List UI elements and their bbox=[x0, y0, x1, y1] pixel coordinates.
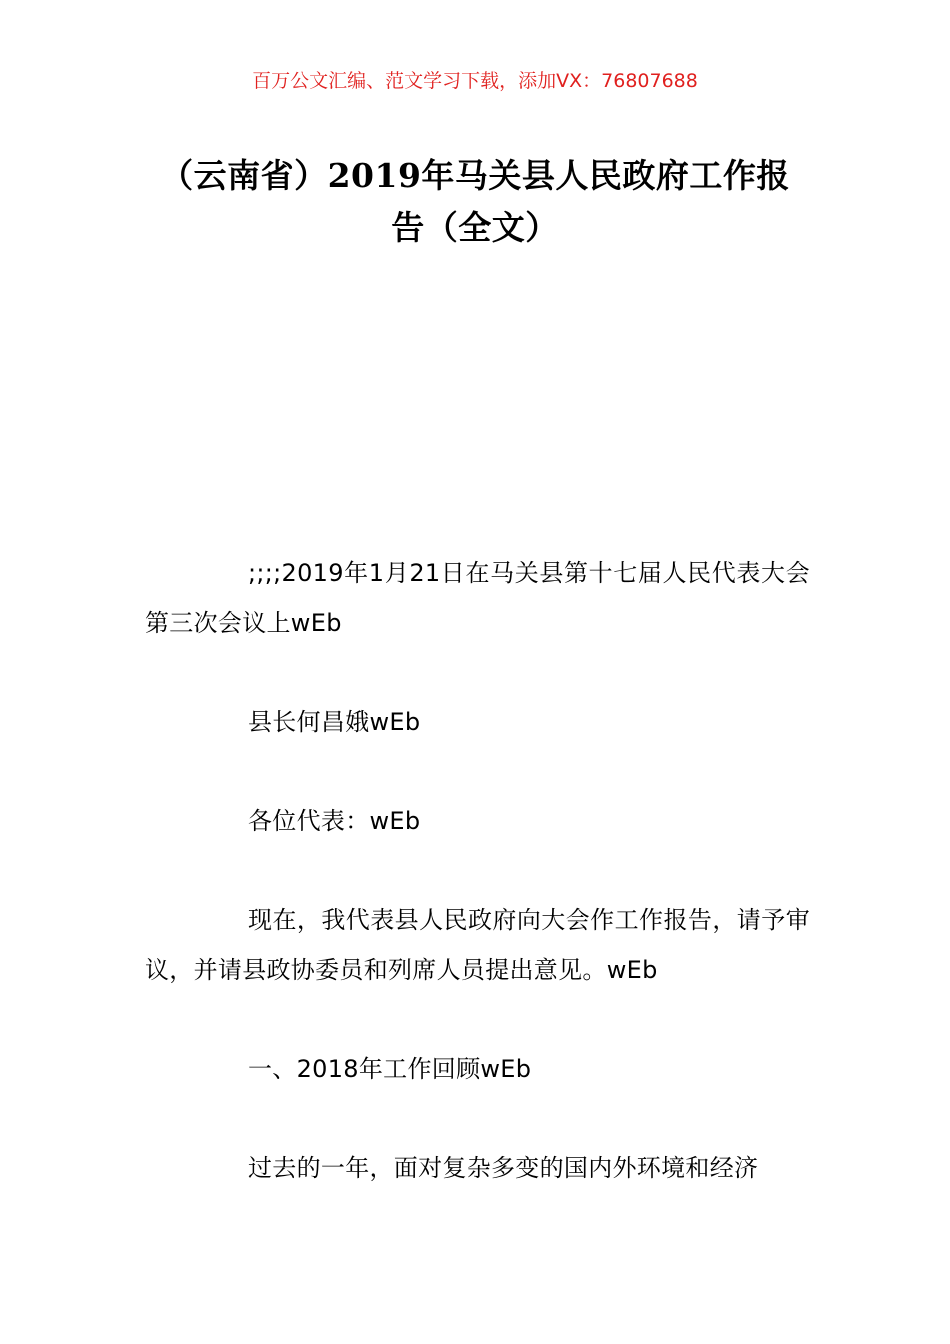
title-year: 2019 bbox=[327, 156, 422, 195]
title-line-1 bbox=[120, 150, 830, 202]
paragraph: ;;;;2019年1月21日在马关县第十七届人民代表大会第三次会议上wEb bbox=[145, 559, 810, 637]
paragraph-salutation bbox=[145, 796, 810, 846]
paragraph: 一、2018年工作回顾wEb bbox=[248, 1055, 532, 1083]
paragraph-meeting bbox=[145, 548, 810, 648]
section-heading bbox=[145, 1044, 810, 1094]
paragraph: 各位代表：wEb bbox=[248, 807, 421, 835]
title-line-2: 告（全文） bbox=[391, 208, 559, 247]
title-suffix: 年马关县人民政府工作报 bbox=[421, 156, 790, 195]
title-prefix: （云南省） bbox=[160, 156, 328, 195]
document-title bbox=[120, 150, 830, 254]
paragraph: 现在，我代表县人民政府向大会作工作报告，请予审议，并请县政协委员和列席人员提出意见。wEb bbox=[145, 906, 810, 984]
paragraph-review bbox=[145, 1143, 810, 1193]
paragraph-intro bbox=[145, 895, 810, 995]
paragraph-speaker bbox=[145, 697, 810, 747]
paragraph: 县长何昌娥wEb bbox=[248, 708, 421, 736]
header-note: 百万公文汇编、范文学习下载，添加VX：76807688 bbox=[252, 70, 698, 92]
paragraph: 过去的一年，面对复杂多变的国内外环境和经济 bbox=[248, 1154, 759, 1182]
